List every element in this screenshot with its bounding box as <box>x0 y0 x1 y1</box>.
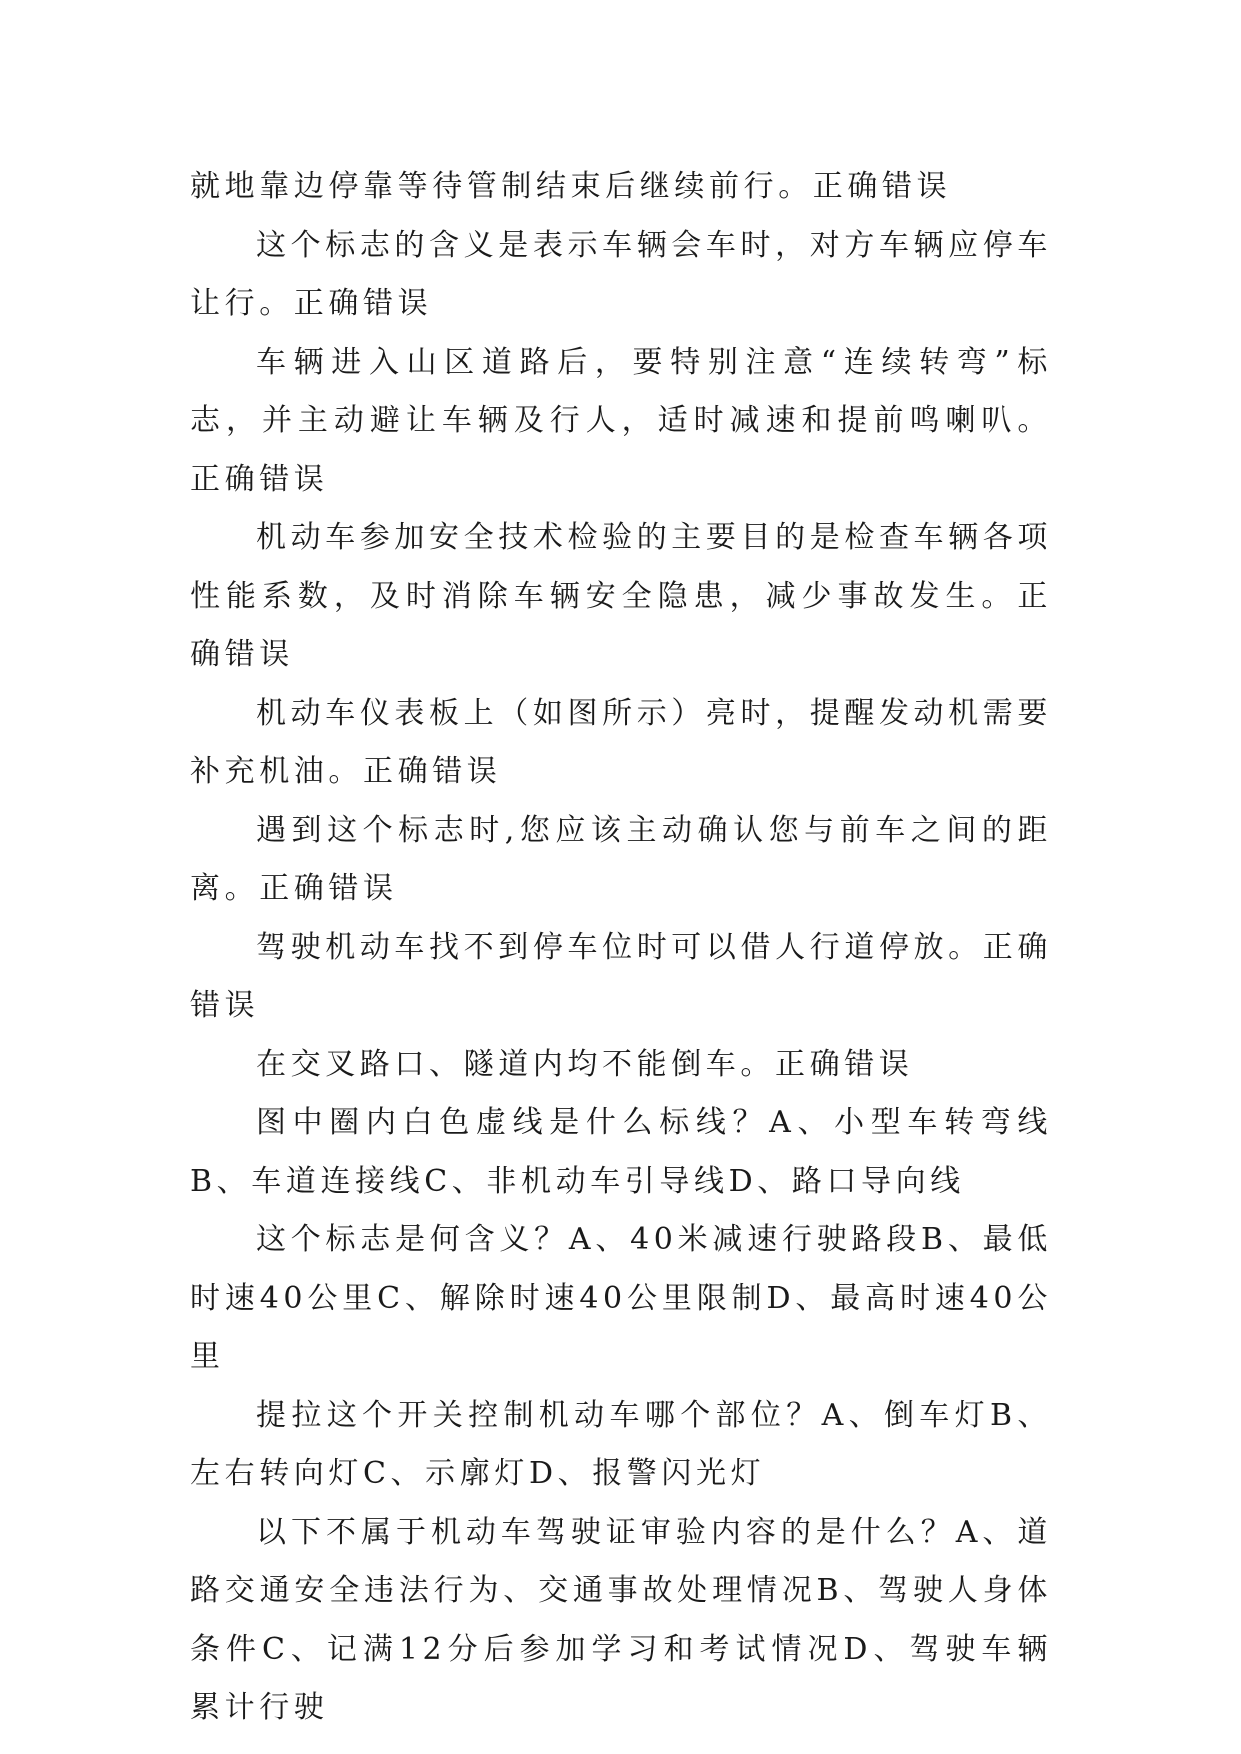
paragraph: 遇到这个标志时,您应该主动确认您与前车之间的距离。正确错误 <box>190 812 1052 906</box>
paragraph: 图中圈内白色虚线是什么标线？A、小型车转弯线B、车道连接线C、非机动车引导线D、路口导向线 <box>190 1105 1052 1199</box>
paragraph: 在交叉路口、隧道内均不能倒车。正确错误 <box>256 1046 914 1082</box>
document-body <box>190 158 1052 1738</box>
paragraph: 这个标志的含义是表示车辆会车时，对方车辆应停车让行。正确错误 <box>190 227 1052 321</box>
paragraph: 车辆进入山区道路后，要特别注意“连续转弯”标志，并主动避让车辆及行人，适时减速和提前鸣喇叭。正确错误 <box>190 344 1052 497</box>
paragraph: 以下不属于机动车驾驶证审验内容的是什么？A、道路交通安全违法行为、交通事故处理情况B、驾驶人身体条件C、记满12分后参加学习和考试情况D、驾驶车辆累计行驶 <box>190 1514 1052 1725</box>
paragraph: 这个标志是何含义？A、40米减速行驶路段B、最低时速40公里C、解除时速40公里限制D、最高时速40公里 <box>190 1222 1052 1374</box>
paragraph: 机动车仪表板上（如图所示）亮时，提醒发动机需要补充机油。正确错误 <box>190 695 1052 789</box>
paragraph: 提拉这个开关控制机动车哪个部位？A、倒车灯B、左右转向灯C、示廓灯D、报警闪光灯 <box>190 1397 1052 1491</box>
paragraph: 驾驶机动车找不到停车位时可以借人行道停放。正确错误 <box>190 929 1052 1023</box>
paragraph: 机动车参加安全技术检验的主要目的是检查车辆各项性能系数，及时消除车辆安全隐患，减少事故发生。正确错误 <box>190 520 1052 672</box>
paragraph-continuation: 就地靠边停靠等待管制结束后继续前行。正确错误 <box>190 169 952 204</box>
